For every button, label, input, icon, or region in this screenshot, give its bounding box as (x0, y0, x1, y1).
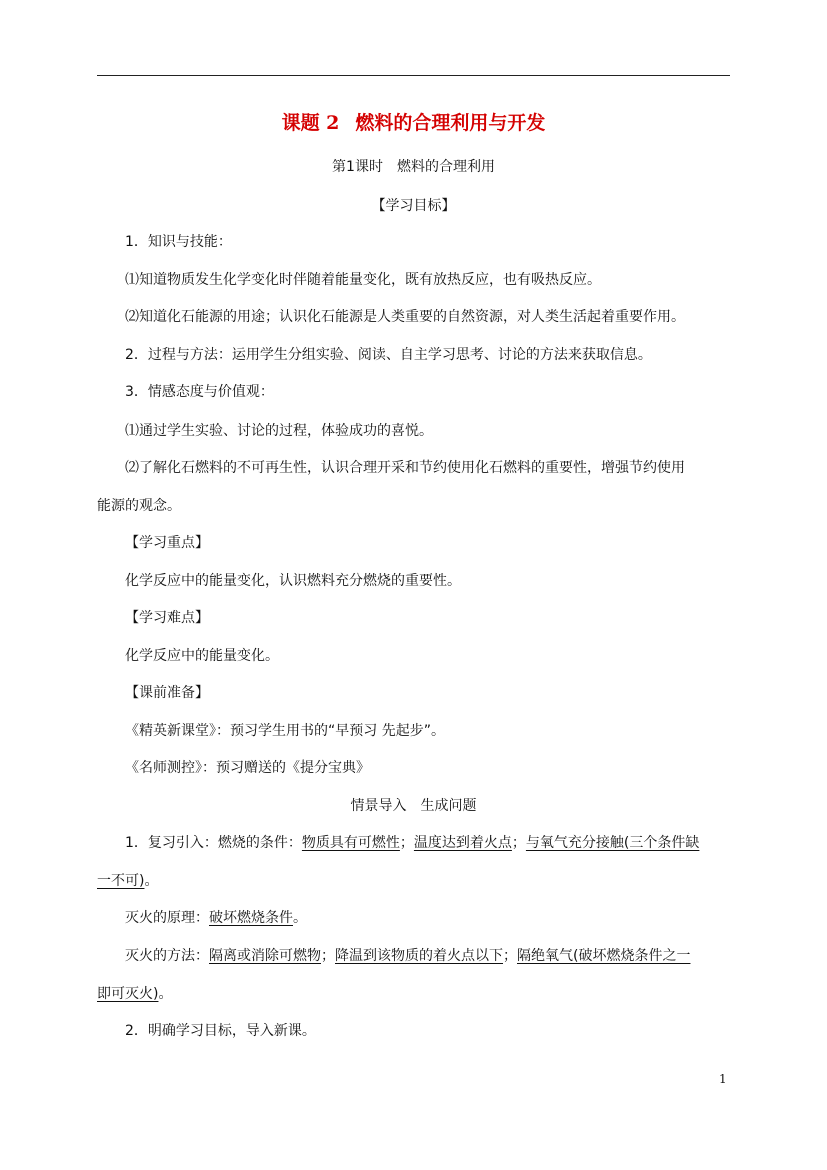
goal-item-1-title: 1．知识与技能： (125, 234, 232, 250)
goal-item-1a: ⑴知道物质发生化学变化时伴随着能量变化，既有放热反应，也有吸热反应。 (125, 272, 601, 288)
period: 。 (158, 986, 173, 1002)
condition-answer-2: 温度达到着火点 (413, 835, 512, 851)
separator: ； (399, 835, 414, 851)
method-answer-2: 降温到该物质的着火点以下 (335, 948, 503, 964)
intro-heading: 情景导入 生成问题 (350, 798, 477, 814)
review-question-1-cont (97, 871, 158, 891)
lesson-title (0, 113, 827, 133)
preparation-line-1: 《精英新课堂》：预习学生用书的“早预习 先起步”。 (125, 723, 445, 739)
goal-item-3b-line1: ⑵了解化石燃料的不可再生性，认识合理开采和节约使用化石燃料的重要性，增强节约使用 (125, 460, 685, 476)
condition-answer-1: 物质具有可燃性 (301, 835, 400, 851)
header-rule (97, 75, 730, 76)
method-answer-3-cont: 即可灭火) (97, 986, 159, 1002)
separator: ； (503, 948, 517, 964)
goal-item-3b-line2: 能源的观念。 (97, 498, 181, 514)
goals-heading: 【学习目标】 (371, 198, 456, 214)
method-answer-3: 隔绝氧气(破坏燃烧条件之一 (517, 948, 691, 964)
lesson-number: 课题 2 (281, 112, 340, 134)
preparation-heading: 【课前准备】 (125, 685, 209, 701)
method-prefix: 灭火的方法： (125, 948, 209, 964)
key-point-heading: 【学习重点】 (125, 535, 209, 551)
separator: ； (321, 948, 335, 964)
lesson-subtitle: 第1课时 燃料的合理利用 (332, 159, 495, 175)
goal-item-2: 2．过程与方法：运用学生分组实验、阅读、自主学习思考、讨论的方法来获取信息。 (125, 347, 652, 363)
separator: ； (511, 835, 526, 851)
review-prefix: 1．复习引入：燃烧的条件： (125, 835, 302, 851)
principle-answer: 破坏燃烧条件 (209, 910, 293, 926)
goal-item-3-title: 3．情感态度与价值观： (125, 384, 274, 400)
extinguish-principle (125, 908, 307, 928)
condition-answer-3: 与氧气充分接触(三个条件缺 (525, 835, 700, 851)
lesson-name: 燃料的合理利用与开发 (355, 112, 546, 134)
difficulty-text: 化学反应中的能量变化。 (125, 648, 279, 664)
review-question-1 (125, 833, 699, 853)
period: 。 (293, 910, 307, 926)
extinguish-method-cont (97, 984, 172, 1004)
page-number: 1 (719, 1072, 727, 1086)
difficulty-heading: 【学习难点】 (125, 610, 209, 626)
key-point-text: 化学反应中的能量变化，认识燃料充分燃烧的重要性。 (125, 573, 461, 589)
condition-answer-3-cont: 一不可) (97, 873, 145, 889)
review-question-2: 2．明确学习目标，导入新课。 (125, 1023, 316, 1039)
period: 。 (144, 873, 159, 889)
extinguish-method (125, 946, 690, 966)
goal-item-1b: ⑵知道化石能源的用途；认识化石能源是人类重要的自然资源，对人类生活起着重要作用。 (125, 309, 685, 325)
goal-item-3a: ⑴通过学生实验、讨论的过程，体验成功的喜悦。 (125, 423, 433, 439)
preparation-line-2: 《名师测控》：预习赠送的《提分宝典》 (125, 760, 370, 776)
method-answer-1: 隔离或消除可燃物 (209, 948, 321, 964)
principle-prefix: 灭火的原理： (125, 910, 209, 926)
